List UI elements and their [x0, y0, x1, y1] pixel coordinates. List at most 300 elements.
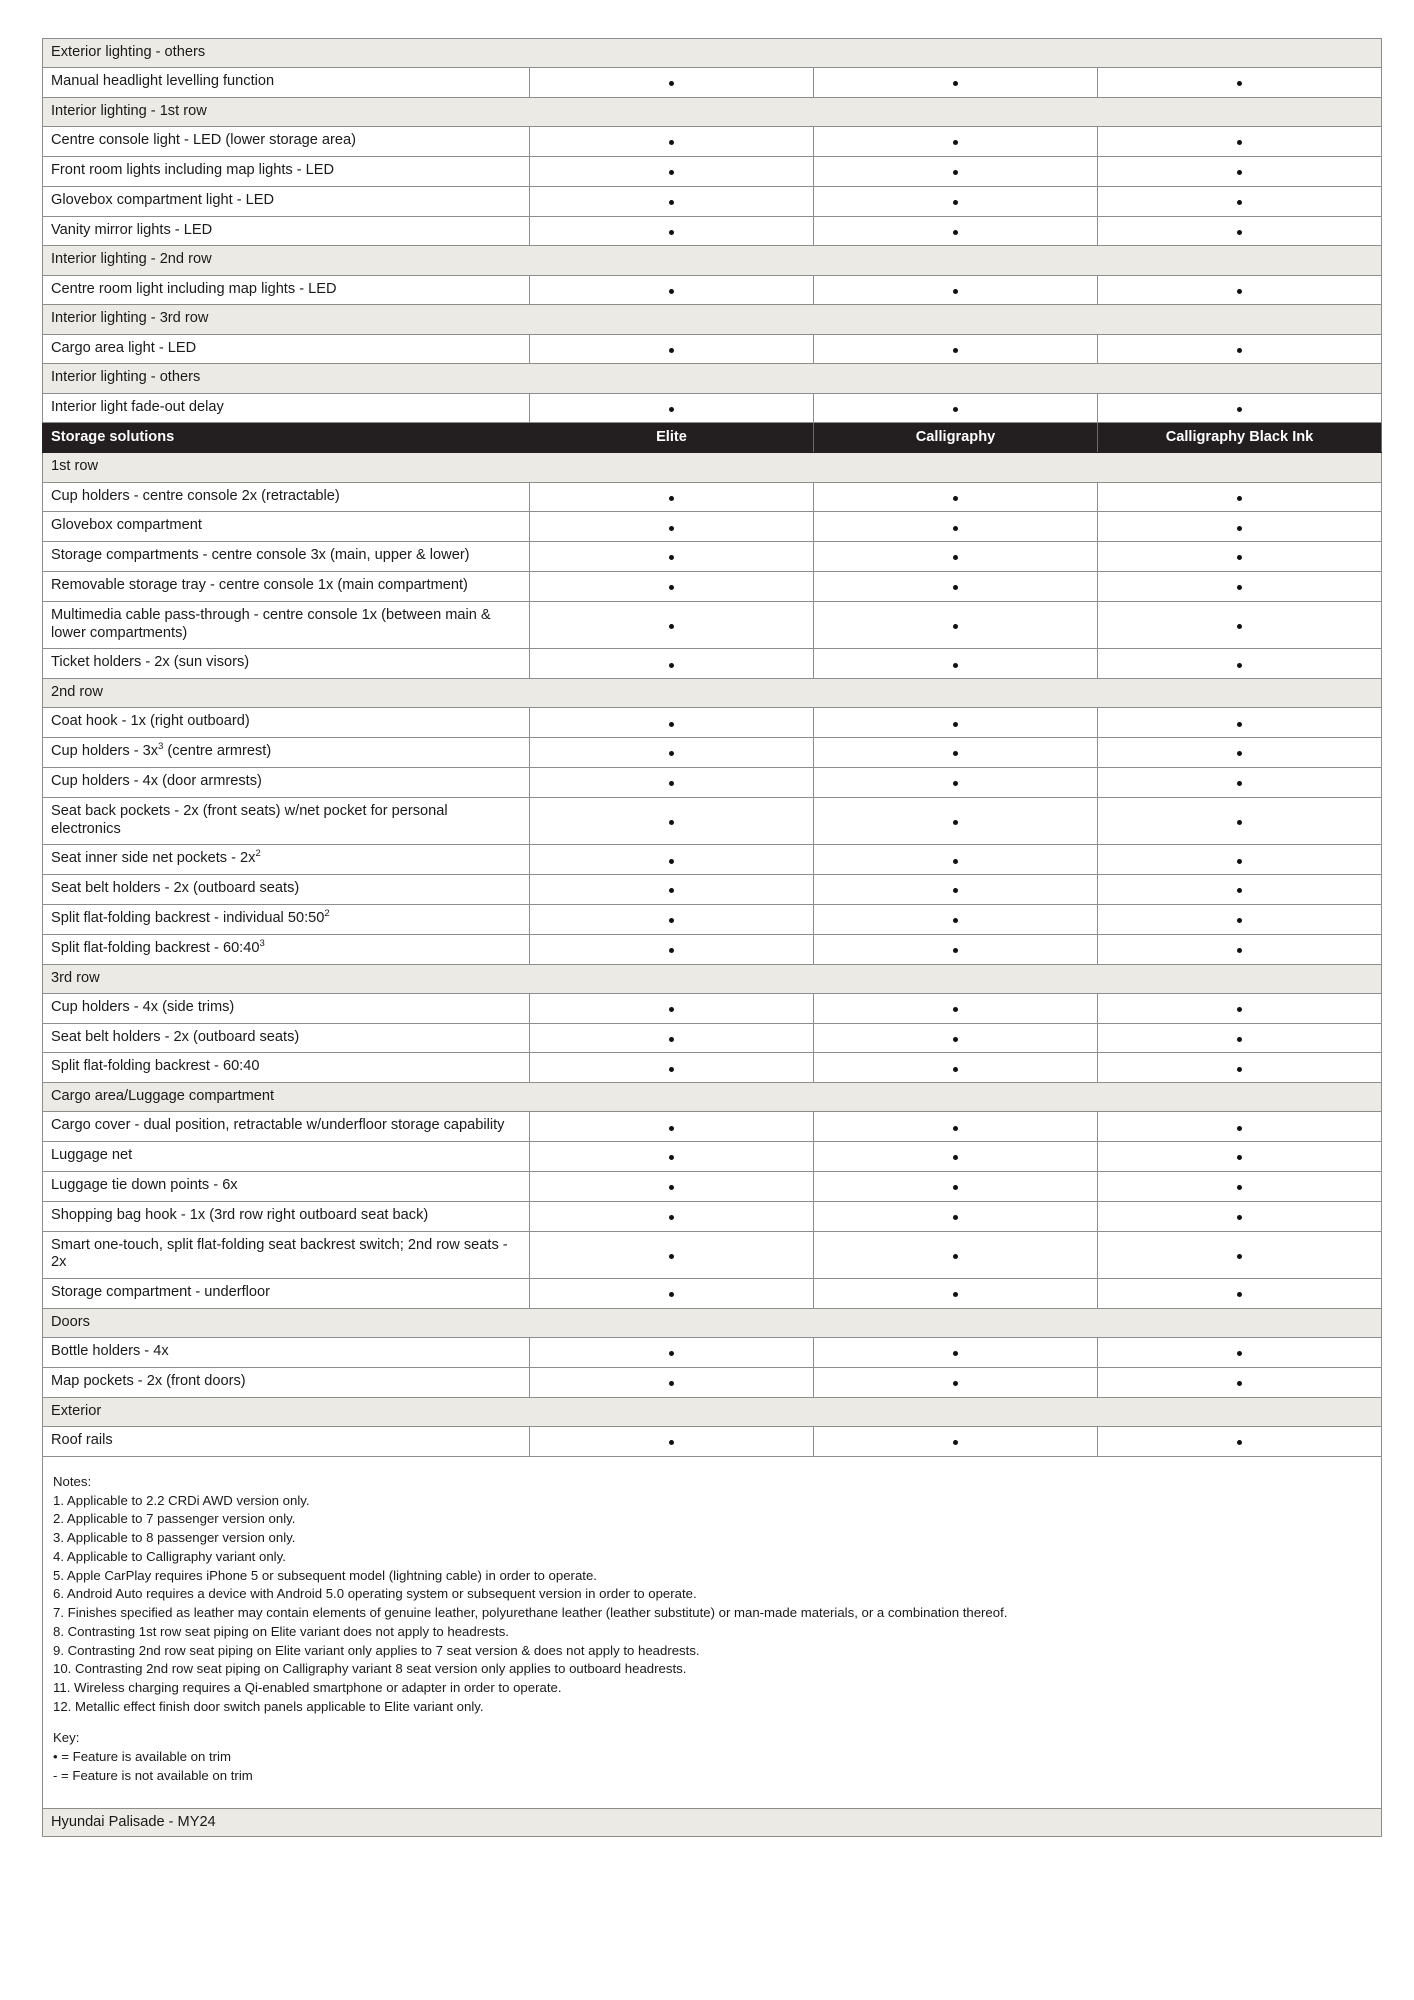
availability-cell-3	[1098, 845, 1382, 875]
feature-label: Cup holders - 4x (side trims)	[51, 998, 235, 1015]
feature-label: Cargo area light - LED	[51, 339, 197, 356]
availability-cell-3	[1098, 127, 1382, 157]
footer-label: Hyundai Palisade - MY24	[43, 1808, 1382, 1836]
feature-label-cell	[43, 334, 530, 364]
availability-cell-1	[530, 1172, 814, 1202]
availability-cell-3	[1098, 993, 1382, 1023]
feature-label: Centre console light - LED (lower storage area)	[51, 132, 356, 149]
feature-label: Bottle holders - 4x	[51, 1343, 169, 1360]
available-dot-icon	[669, 230, 674, 235]
availability-cell-2	[814, 68, 1098, 98]
section-group-cell	[43, 1083, 1382, 1112]
section-group-row	[43, 1083, 1382, 1112]
available-dot-icon	[669, 1440, 674, 1445]
availability-cell-2	[814, 393, 1098, 423]
note-item: 8. Contrasting 1st row seat piping on Elite variant does not apply to headrests.	[53, 1623, 509, 1639]
availability-cell-1	[530, 1368, 814, 1398]
available-dot-icon	[669, 820, 674, 825]
available-dot-icon	[669, 1037, 674, 1042]
availability-cell-3	[1098, 708, 1382, 738]
available-dot-icon	[953, 348, 958, 353]
notes-row	[43, 1456, 1382, 1808]
available-dot-icon	[669, 1185, 674, 1190]
table-row	[43, 1231, 1382, 1279]
availability-cell-1	[530, 482, 814, 512]
section-group-cell	[43, 453, 1382, 482]
section-group-label: 2nd row	[51, 684, 103, 701]
feature-label-cell	[43, 1231, 530, 1279]
feature-label-cell	[43, 512, 530, 542]
available-dot-icon	[953, 624, 958, 629]
available-dot-icon	[1237, 1007, 1242, 1012]
feature-label-cell	[43, 482, 530, 512]
availability-cell-2	[814, 1201, 1098, 1231]
section-group-label: Cargo area/Luggage compartment	[51, 1088, 275, 1105]
available-dot-icon	[1237, 348, 1242, 353]
table-row	[43, 542, 1382, 572]
table-row	[43, 216, 1382, 246]
feature-label: Luggage tie down points - 6x	[51, 1177, 238, 1194]
available-dot-icon	[669, 1155, 674, 1160]
availability-cell-1	[530, 127, 814, 157]
available-dot-icon	[669, 348, 674, 353]
section-group-cell	[43, 679, 1382, 708]
available-dot-icon	[953, 722, 958, 727]
section-group-cell	[43, 1397, 1382, 1426]
table-row	[43, 797, 1382, 845]
available-dot-icon	[1237, 859, 1242, 864]
availability-cell-3	[1098, 1053, 1382, 1083]
note-item: 6. Android Auto requires a device with Android 5.0 operating system or subsequent version in order to operate.	[53, 1586, 697, 1602]
feature-label: Glovebox compartment	[51, 517, 202, 534]
section-group-label: Interior lighting - 1st row	[51, 103, 207, 120]
available-dot-icon	[953, 555, 958, 560]
availability-cell-3	[1098, 275, 1382, 305]
section-group-row	[43, 679, 1382, 708]
available-dot-icon	[1237, 1185, 1242, 1190]
availability-cell-2	[814, 1368, 1098, 1398]
section-group-cell	[43, 364, 1382, 393]
feature-label-cell	[43, 216, 530, 246]
section-group-row	[43, 453, 1382, 482]
table-row	[43, 768, 1382, 798]
table-row	[43, 1201, 1382, 1231]
column-header-row	[43, 423, 1382, 453]
feature-label-cell	[43, 275, 530, 305]
available-dot-icon	[1237, 1292, 1242, 1297]
available-dot-icon	[1237, 1037, 1242, 1042]
availability-cell-3	[1098, 393, 1382, 423]
table-row	[43, 845, 1382, 875]
availability-cell-3	[1098, 1142, 1382, 1172]
availability-cell-2	[814, 1279, 1098, 1309]
available-dot-icon	[669, 663, 674, 668]
feature-label-cell	[43, 542, 530, 572]
note-item: 4. Applicable to Calligraphy variant only.	[53, 1548, 286, 1564]
notes-heading: Notes:	[53, 1473, 92, 1489]
available-dot-icon	[953, 140, 958, 145]
availability-cell-3	[1098, 572, 1382, 602]
available-dot-icon	[953, 230, 958, 235]
feature-label: Manual headlight levelling function	[51, 73, 275, 90]
feature-label: Coat hook - 1x (right outboard)	[51, 713, 250, 730]
feature-label-cell	[43, 1023, 530, 1053]
available-dot-icon	[1237, 1067, 1242, 1072]
available-dot-icon	[953, 781, 958, 786]
available-dot-icon	[669, 1381, 674, 1386]
available-dot-icon	[1237, 81, 1242, 86]
availability-cell-2	[814, 1338, 1098, 1368]
note-item: 10. Contrasting 2nd row seat piping on Calligraphy variant 8 seat version only applies to outboard headrests.	[53, 1661, 687, 1677]
available-dot-icon	[953, 1215, 958, 1220]
availability-cell-1	[530, 512, 814, 542]
feature-label: Luggage net	[51, 1147, 133, 1164]
table-row	[43, 993, 1382, 1023]
feature-label-cell	[43, 797, 530, 845]
availability-cell-2	[814, 1231, 1098, 1279]
feature-label: Cup holders - $3x^3$ (centre armrest)	[51, 741, 272, 760]
table-row	[43, 186, 1382, 216]
note-item: 9. Contrasting 2nd row seat piping on Elite variant only applies to 7 seat version & does not apply to headrests.	[53, 1642, 700, 1658]
availability-cell-2	[814, 601, 1098, 649]
section-group-row	[43, 305, 1382, 334]
availability-cell-1	[530, 157, 814, 187]
available-dot-icon	[669, 888, 674, 893]
available-dot-icon	[953, 526, 958, 531]
available-dot-icon	[1237, 1254, 1242, 1259]
available-dot-icon	[1237, 820, 1242, 825]
note-item: 3. Applicable to 8 passenger version only.	[53, 1530, 296, 1546]
availability-cell-3	[1098, 905, 1382, 935]
availability-cell-3	[1098, 768, 1382, 798]
availability-cell-3	[1098, 1368, 1382, 1398]
available-dot-icon	[953, 751, 958, 756]
section-group-row	[43, 964, 1382, 993]
availability-cell-2	[814, 127, 1098, 157]
availability-cell-3	[1098, 334, 1382, 364]
available-dot-icon	[669, 1067, 674, 1072]
availability-cell-2	[814, 512, 1098, 542]
available-dot-icon	[1237, 140, 1242, 145]
availability-cell-2	[814, 1112, 1098, 1142]
available-dot-icon	[669, 948, 674, 953]
availability-cell-1	[530, 275, 814, 305]
feature-label: Seat inner side net pockets - $2x^2$	[51, 848, 261, 867]
availability-cell-1	[530, 1023, 814, 1053]
availability-cell-2	[814, 934, 1098, 964]
feature-label-cell	[43, 905, 530, 935]
availability-cell-2	[814, 649, 1098, 679]
feature-label: Cargo cover - dual position, retractable w/underfloor storage capability	[51, 1117, 505, 1134]
column-header-variant-3: Calligraphy Black Ink	[1098, 423, 1382, 453]
available-dot-icon	[953, 1351, 958, 1356]
available-dot-icon	[669, 918, 674, 923]
availability-cell-1	[530, 1142, 814, 1172]
available-dot-icon	[953, 1185, 958, 1190]
availability-cell-2	[814, 708, 1098, 738]
availability-cell-1	[530, 934, 814, 964]
availability-cell-2	[814, 216, 1098, 246]
availability-cell-1	[530, 334, 814, 364]
table-row	[43, 334, 1382, 364]
available-dot-icon	[1237, 1155, 1242, 1160]
feature-label: Ticket holders - 2x (sun visors)	[51, 654, 250, 671]
section-group-label: Exterior	[51, 1402, 102, 1419]
available-dot-icon	[953, 289, 958, 294]
availability-cell-2	[814, 845, 1098, 875]
availability-cell-1	[530, 797, 814, 845]
available-dot-icon	[953, 1126, 958, 1131]
feature-label: Split flat-folding backrest - $60:40^3$	[51, 938, 265, 956]
feature-label-cell	[43, 738, 530, 768]
feature-label: Cup holders - 4x (door armrests)	[51, 773, 262, 790]
availability-cell-2	[814, 542, 1098, 572]
available-dot-icon	[669, 1126, 674, 1131]
available-dot-icon	[953, 888, 958, 893]
feature-label: Multimedia cable pass-through - centre console 1x (between main & lower compartments)	[51, 606, 491, 641]
availability-cell-3	[1098, 1231, 1382, 1279]
feature-label: Split flat-folding backrest - 60:40	[51, 1058, 260, 1075]
available-dot-icon	[669, 170, 674, 175]
available-dot-icon	[1237, 407, 1242, 412]
availability-cell-1	[530, 738, 814, 768]
availability-cell-2	[814, 738, 1098, 768]
feature-label-cell	[43, 127, 530, 157]
availability-cell-2	[814, 797, 1098, 845]
section-group-label: Doors	[51, 1314, 90, 1331]
availability-cell-1	[530, 186, 814, 216]
available-dot-icon	[1237, 781, 1242, 786]
available-dot-icon	[669, 722, 674, 727]
availability-cell-3	[1098, 186, 1382, 216]
table-row	[43, 649, 1382, 679]
table-row	[43, 1368, 1382, 1398]
availability-cell-1	[530, 393, 814, 423]
availability-cell-2	[814, 875, 1098, 905]
available-dot-icon	[669, 407, 674, 412]
key-item: - = Feature is not available on trim	[53, 1767, 253, 1783]
feature-label-cell	[43, 875, 530, 905]
available-dot-icon	[953, 1007, 958, 1012]
feature-label: Front room lights including map lights - LED	[51, 162, 335, 179]
section-group-row	[43, 98, 1382, 127]
available-dot-icon	[1237, 1381, 1242, 1386]
available-dot-icon	[953, 496, 958, 501]
section-group-label: Exterior lighting - others	[51, 44, 206, 60]
column-header-feature-label: Storage solutions	[51, 429, 175, 446]
available-dot-icon	[669, 496, 674, 501]
footer-row	[43, 1808, 1382, 1836]
section-group-cell	[43, 964, 1382, 993]
table-row	[43, 127, 1382, 157]
available-dot-icon	[669, 140, 674, 145]
feature-label-cell	[43, 768, 530, 798]
note-item: 7. Finishes specified as leather may contain elements of genuine leather, polyurethane leather (leather substitute) or man-made materials, or a combination thereof.	[53, 1605, 1008, 1621]
note-item: 1. Applicable to 2.2 CRDi AWD version only.	[53, 1492, 310, 1508]
availability-cell-1	[530, 68, 814, 98]
availability-cell-2	[814, 1023, 1098, 1053]
availability-cell-1	[530, 601, 814, 649]
feature-label-cell	[43, 157, 530, 187]
section-group-row	[43, 1309, 1382, 1338]
table-row	[43, 708, 1382, 738]
availability-cell-1	[530, 845, 814, 875]
available-dot-icon	[669, 1007, 674, 1012]
available-dot-icon	[1237, 585, 1242, 590]
available-dot-icon	[669, 751, 674, 756]
available-dot-icon	[953, 585, 958, 590]
table-row	[43, 393, 1382, 423]
availability-cell-3	[1098, 649, 1382, 679]
section-group-label: 3rd row	[51, 969, 100, 986]
section-group-row	[43, 39, 1382, 68]
availability-cell-3	[1098, 216, 1382, 246]
available-dot-icon	[669, 859, 674, 864]
available-dot-icon	[1237, 496, 1242, 501]
available-dot-icon	[669, 1215, 674, 1220]
feature-label: Split flat-folding backrest - individual $50:50^2$	[51, 908, 330, 927]
availability-cell-1	[530, 1053, 814, 1083]
availability-cell-2	[814, 1142, 1098, 1172]
feature-label-cell	[43, 1201, 530, 1231]
available-dot-icon	[1237, 289, 1242, 294]
note-item: 5. Apple CarPlay requires iPhone 5 or subsequent model (lightning cable) in order to operate.	[53, 1567, 597, 1583]
available-dot-icon	[953, 1440, 958, 1445]
availability-cell-1	[530, 1338, 814, 1368]
available-dot-icon	[953, 170, 958, 175]
availability-cell-3	[1098, 934, 1382, 964]
available-dot-icon	[1237, 555, 1242, 560]
feature-label-cell	[43, 845, 530, 875]
section-group-cell	[43, 305, 1382, 334]
availability-cell-1	[530, 993, 814, 1023]
availability-cell-3	[1098, 1338, 1382, 1368]
availability-cell-1	[530, 572, 814, 602]
feature-label-cell	[43, 393, 530, 423]
availability-cell-1	[530, 649, 814, 679]
availability-cell-3	[1098, 542, 1382, 572]
section-group-cell	[43, 39, 1382, 68]
section-group-row	[43, 1397, 1382, 1426]
available-dot-icon	[669, 289, 674, 294]
available-dot-icon	[669, 1292, 674, 1297]
available-dot-icon	[669, 81, 674, 86]
availability-cell-2	[814, 1053, 1098, 1083]
available-dot-icon	[953, 820, 958, 825]
section-group-cell	[43, 1309, 1382, 1338]
feature-label: Storage compartment - underfloor	[51, 1284, 271, 1301]
availability-cell-1	[530, 1201, 814, 1231]
note-item: 12. Metallic effect finish door switch panels applicable to Elite variant only.	[53, 1698, 484, 1714]
section-group-label: 1st row	[51, 458, 99, 475]
availability-cell-3	[1098, 68, 1382, 98]
table-row	[43, 482, 1382, 512]
section-group-label: Interior lighting - 3rd row	[51, 310, 209, 327]
available-dot-icon	[953, 859, 958, 864]
availability-cell-2	[814, 157, 1098, 187]
feature-label-cell	[43, 1338, 530, 1368]
feature-label: Seat back pockets - 2x (front seats) w/net pocket for personal electronics	[51, 802, 448, 837]
available-dot-icon	[1237, 624, 1242, 629]
availability-cell-1	[530, 1231, 814, 1279]
feature-label: Smart one-touch, split flat-folding seat backrest switch; 2nd row seats - 2x	[51, 1236, 508, 1271]
availability-cell-3	[1098, 1023, 1382, 1053]
availability-cell-3	[1098, 157, 1382, 187]
available-dot-icon	[953, 1254, 958, 1259]
available-dot-icon	[1237, 918, 1242, 923]
table-row	[43, 1338, 1382, 1368]
available-dot-icon	[953, 407, 958, 412]
available-dot-icon	[953, 1155, 958, 1160]
feature-label: Storage compartments - centre console 3x (main, upper & lower)	[51, 547, 470, 564]
footnote-marker: 3	[158, 741, 164, 753]
column-header-variant-1: Elite	[530, 423, 814, 453]
availability-cell-3	[1098, 512, 1382, 542]
available-dot-icon	[669, 624, 674, 629]
feature-label: Interior light fade-out delay	[51, 398, 224, 415]
feature-label: Vanity mirror lights - LED	[51, 221, 213, 238]
feature-label-cell	[43, 601, 530, 649]
footnote-marker: 2	[255, 848, 261, 860]
availability-cell-1	[530, 708, 814, 738]
feature-label: Seat belt holders - 2x (outboard seats)	[51, 880, 300, 897]
available-dot-icon	[1237, 1351, 1242, 1356]
available-dot-icon	[953, 1292, 958, 1297]
available-dot-icon	[953, 1037, 958, 1042]
table-row	[43, 1172, 1382, 1202]
available-dot-icon	[1237, 888, 1242, 893]
availability-cell-2	[814, 186, 1098, 216]
available-dot-icon	[1237, 663, 1242, 668]
table-row	[43, 934, 1382, 964]
notes-cell	[43, 1456, 1382, 1808]
availability-cell-3	[1098, 797, 1382, 845]
available-dot-icon	[953, 81, 958, 86]
available-dot-icon	[669, 1254, 674, 1259]
available-dot-icon	[669, 781, 674, 786]
table-row	[43, 875, 1382, 905]
available-dot-icon	[1237, 526, 1242, 531]
column-header-feature-cell	[43, 423, 530, 453]
available-dot-icon	[1237, 722, 1242, 727]
table-row	[43, 1427, 1382, 1457]
section-group-row	[43, 246, 1382, 275]
feature-label: Centre room light including map lights - LED	[51, 280, 337, 297]
available-dot-icon	[1237, 170, 1242, 175]
feature-label: Roof rails	[51, 1432, 113, 1449]
available-dot-icon	[1237, 1440, 1242, 1445]
table-row	[43, 1023, 1382, 1053]
availability-cell-1	[530, 542, 814, 572]
availability-cell-3	[1098, 1279, 1382, 1309]
feature-label-cell	[43, 1368, 530, 1398]
available-dot-icon	[669, 585, 674, 590]
available-dot-icon	[953, 663, 958, 668]
feature-label-cell	[43, 1172, 530, 1202]
availability-cell-2	[814, 768, 1098, 798]
table-row	[43, 572, 1382, 602]
note-item: 11. Wireless charging requires a Qi-enabled smartphone or adapter in order to operate.	[53, 1679, 562, 1695]
table-row	[43, 905, 1382, 935]
available-dot-icon	[1237, 751, 1242, 756]
availability-cell-1	[530, 905, 814, 935]
available-dot-icon	[953, 918, 958, 923]
key-item: • = Feature is available on trim	[53, 1749, 231, 1765]
availability-cell-3	[1098, 482, 1382, 512]
available-dot-icon	[669, 526, 674, 531]
availability-cell-2	[814, 482, 1098, 512]
feature-label: Removable storage tray - centre console 1x (main compartment)	[51, 577, 468, 594]
